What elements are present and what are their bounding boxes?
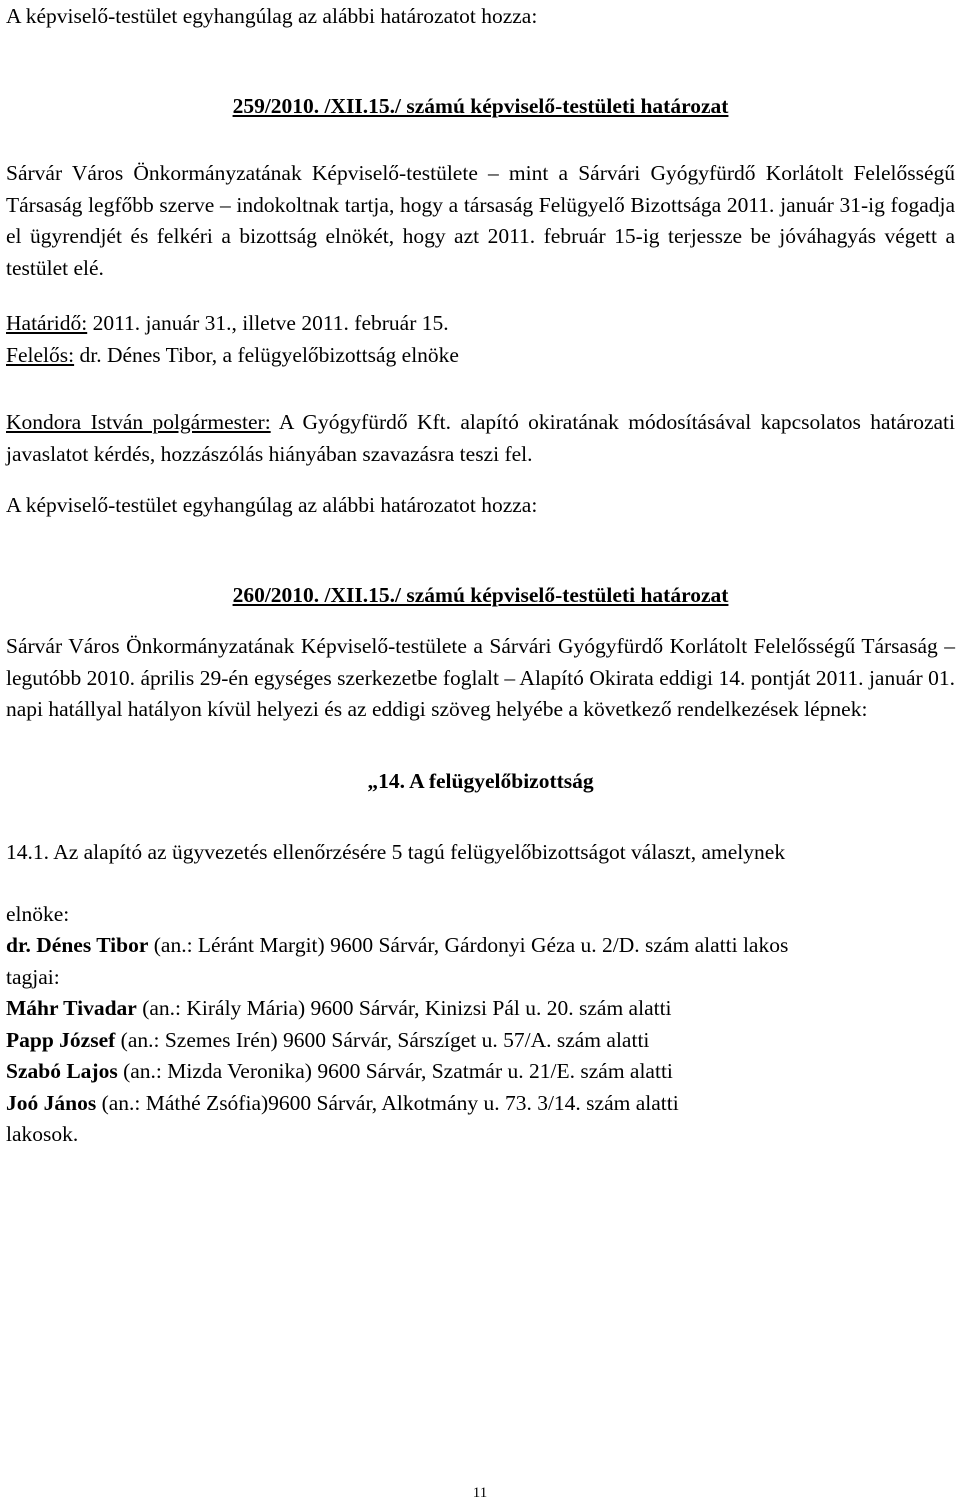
resolution-1-body: Sárvár Város Önkormányzatának Képviselő-testülete – mint a Sárvári Gyógyfürdő Korlátolt Felelősségű Társaság legfőbb szerve – indokoltnak tartja, hogy a társaság Felügyelő Bizottsága 2011. január 31-ig fogadja el ügyrendjét és felkéri a bizottság elnökét, hogy azt 2011. február 15-ig terjessze be jóváhagyás végett a testület elé. bbox=[6, 161, 955, 280]
resolution-1-deadline bbox=[6, 308, 955, 340]
mayor-statement bbox=[6, 407, 955, 470]
chair-name: dr. Dénes Tibor bbox=[6, 933, 149, 957]
member-details: (an.: Király Mária) 9600 Sárvár, Kinizsi Pál u. 20. szám alatti bbox=[136, 996, 672, 1020]
member-name: Máhr Tivadar bbox=[6, 996, 137, 1020]
closing-word: lakosok. bbox=[6, 1122, 79, 1146]
member-details: (an.: Máthé Zsófia)9600 Sárvár, Alkotmány u. 73. 3/14. szám alatti bbox=[96, 1090, 679, 1115]
member-name: Joó János bbox=[6, 1090, 97, 1115]
member-entry bbox=[6, 1025, 955, 1057]
clause-14-1: 14.1. Az alapító az ügyvezetés ellenőrzésére 5 tagú felügyelőbizottságot választ, amelynek bbox=[6, 840, 786, 864]
member-name: Papp József bbox=[6, 1027, 116, 1052]
resolution-1-responsible bbox=[6, 340, 955, 372]
responsible-value: dr. Dénes Tibor, a felügyelőbizottság elnöke bbox=[74, 342, 459, 367]
mayor-text: A Gyógyfürdő Kft. alapító okiratának módosításával kapcsolatos határozati javaslatot kérdés, hozzászólás hiányában szavazásra teszi fel. bbox=[6, 410, 955, 466]
resolution-2-body: Sárvár Város Önkormányzatának Képviselő-testülete a Sárvári Gyógyfürdő Korlátolt Felelősségű Társaság – legutóbb 2010. április 29-én egységes szerkezetbe foglalt – Alapító Okirata eddigi 14. pontját 2011. január 01. napi hatállyal hatályon kívül helyezi és az eddigi szöveg helyébe a következő rendelkezések lépnek: bbox=[6, 634, 955, 721]
page-number: 11 bbox=[472, 1485, 488, 1501]
deadline-label: Határidő: bbox=[6, 311, 88, 335]
member-details: (an.: Mizda Veronika) 9600 Sárvár, Szatmár u. 21/E. szám alatti bbox=[117, 1059, 673, 1083]
section-heading: „14. A felügyelőbizottság bbox=[367, 768, 594, 793]
member-details: (an.: Szemes Irén) 9600 Sárvár, Sárszíget u. 57/A. szám alatti bbox=[115, 1027, 650, 1052]
mayor-speaker: Kondora István polgármester: bbox=[6, 410, 271, 434]
chair-details: (an.: Léránt Margit) 9600 Sárvár, Gárdonyi Géza u. 2/D. szám alatti lakos bbox=[148, 933, 789, 957]
intro-statement-2: A képviselő-testület egyhangúlag az alábbi határozatot hozza: bbox=[6, 493, 538, 517]
member-entry bbox=[6, 1056, 955, 1088]
chair-label: elnöke: bbox=[6, 901, 70, 926]
resolution-2-title: 260/2010. /XII.15./ számú képviselő-testületi határozat bbox=[232, 582, 729, 607]
responsible-label: Felelős: bbox=[6, 342, 75, 367]
chair-entry bbox=[6, 930, 955, 962]
member-entry bbox=[6, 1088, 955, 1120]
resolution-1-title: 259/2010. /XII.15./ számú képviselő-testületi határozat bbox=[232, 93, 729, 118]
members-label: tagjai: bbox=[6, 964, 60, 989]
intro-statement-1: A képviselő-testület egyhangúlag az alábbi határozatot hozza: bbox=[6, 4, 538, 28]
member-name: Szabó Lajos bbox=[6, 1059, 118, 1083]
member-entry bbox=[6, 993, 955, 1025]
deadline-value: 2011. január 31., illetve 2011. február 15. bbox=[87, 311, 449, 335]
document-page bbox=[6, 0, 955, 1151]
